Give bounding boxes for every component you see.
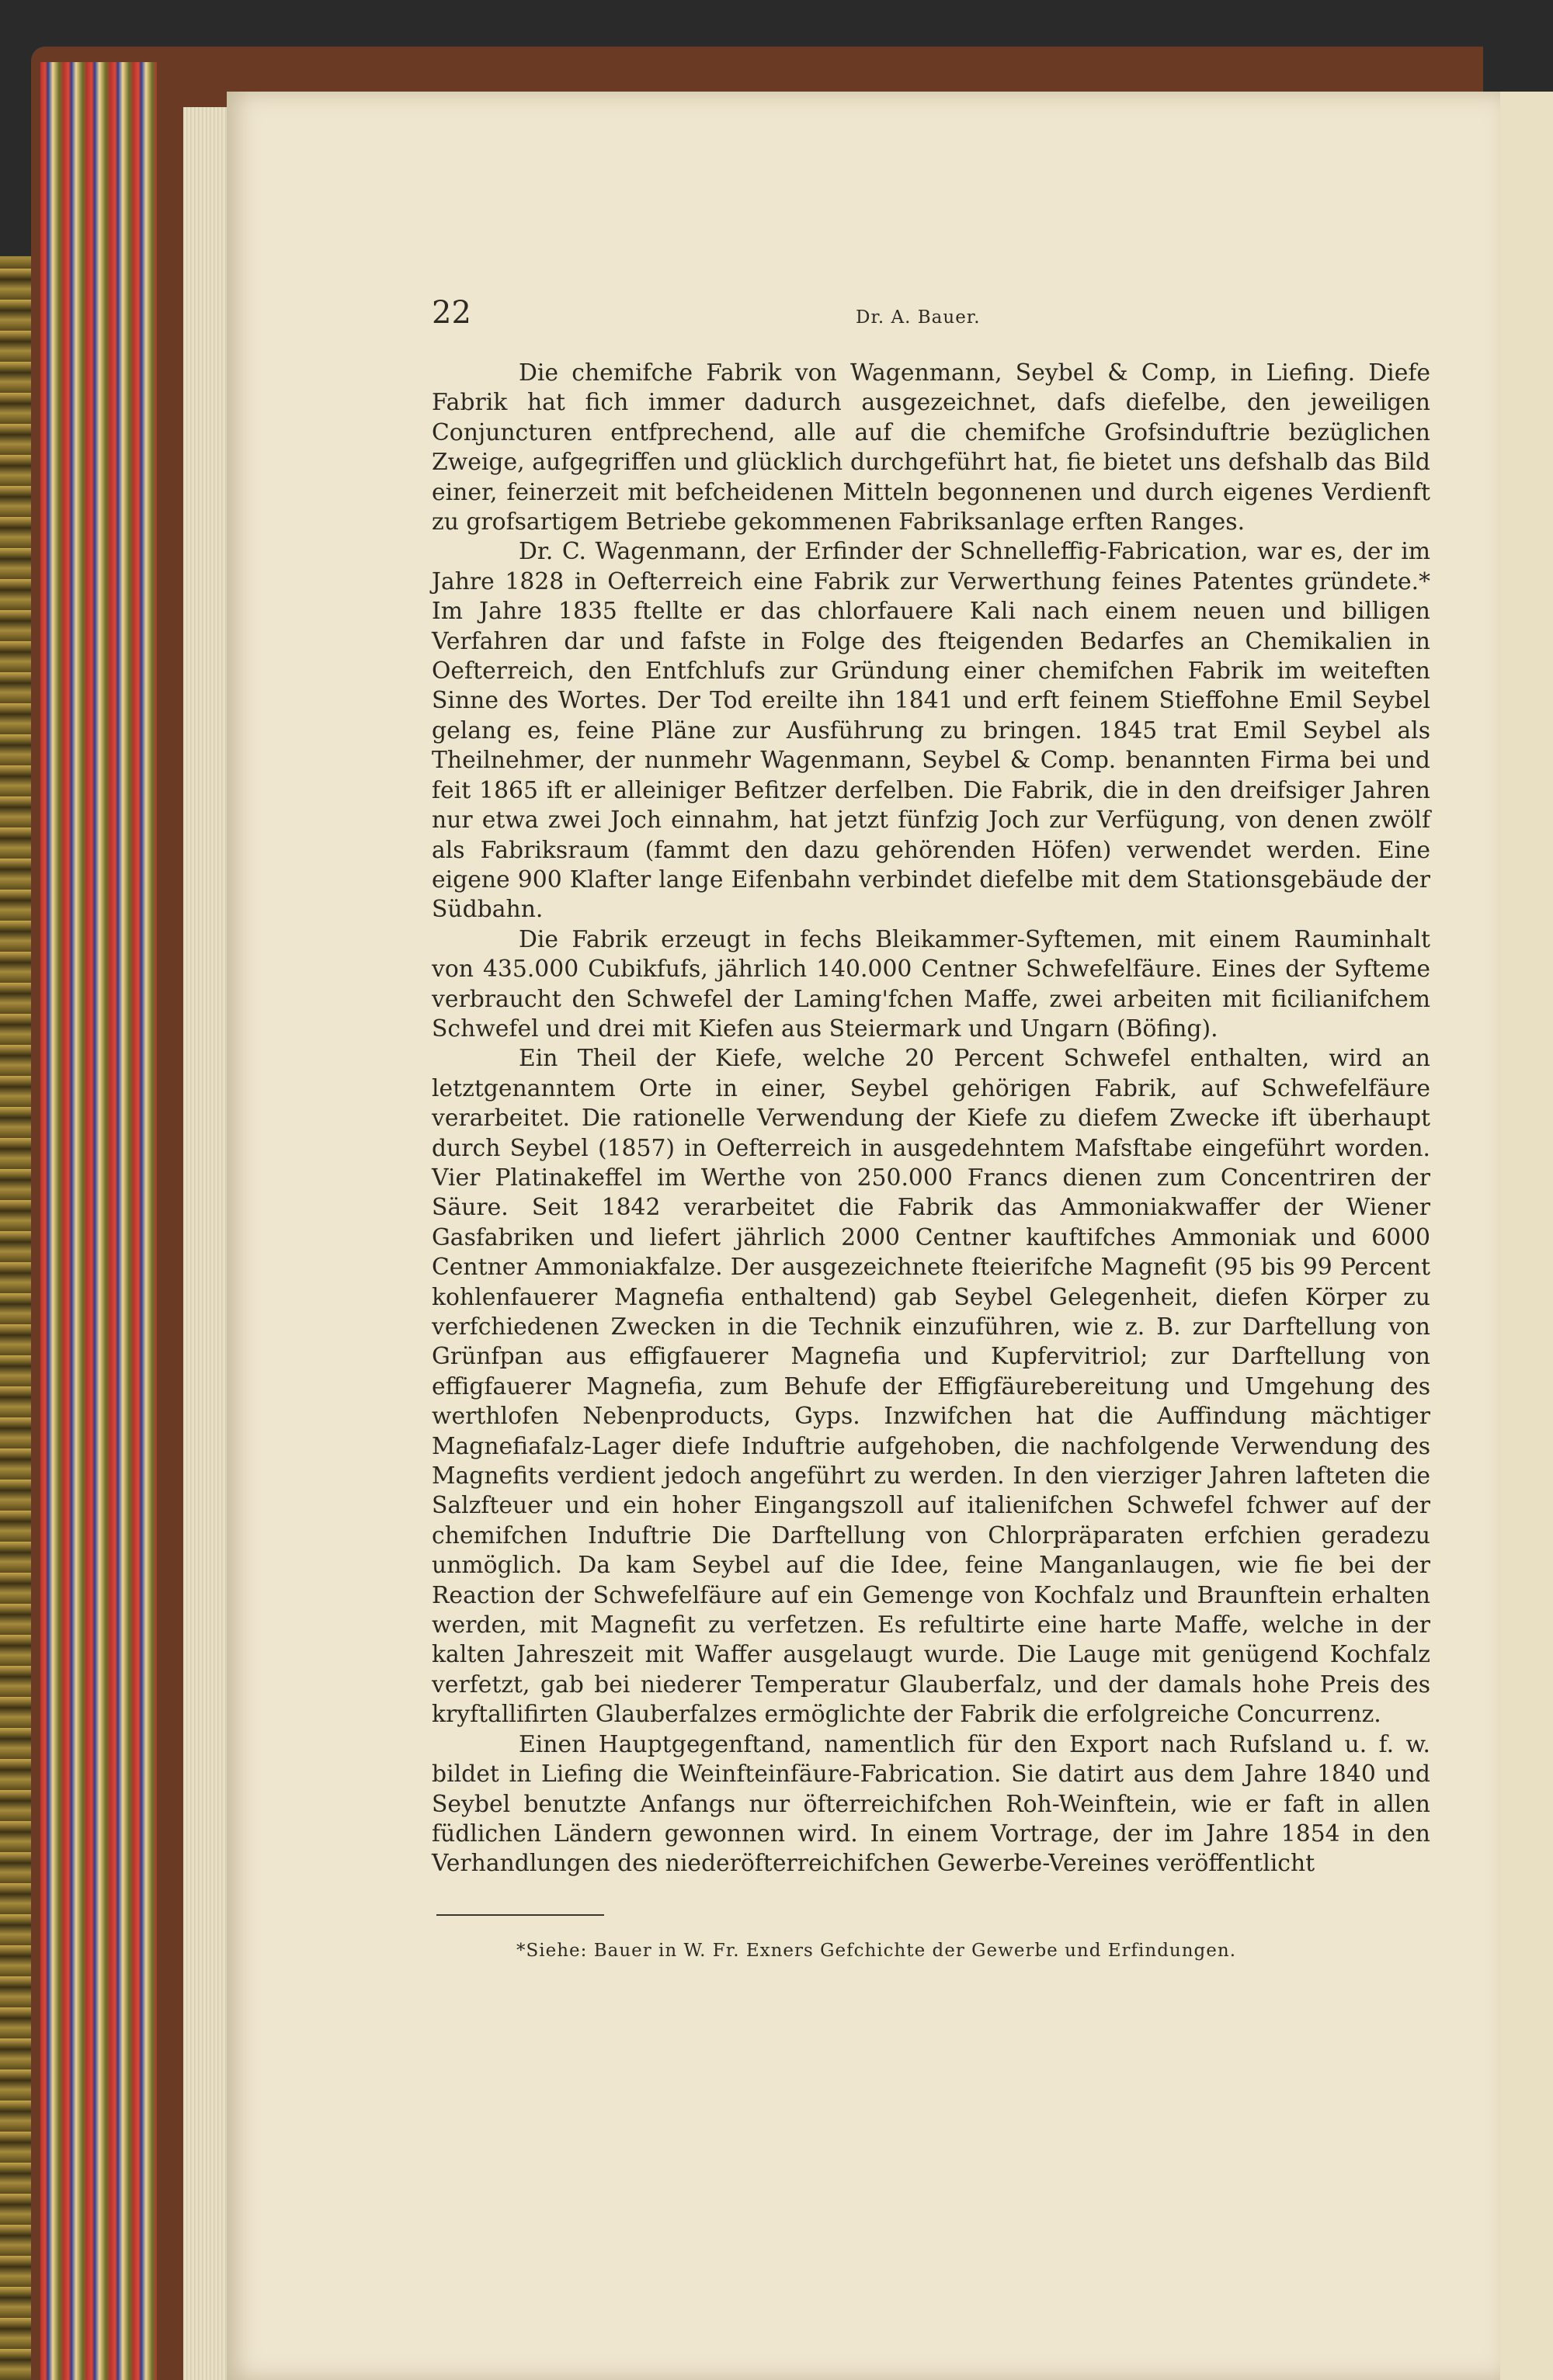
marbled-fore-edge <box>40 62 157 2380</box>
paragraph: Die chemifche Fabrik von Wagenmann, Seybel & Comp, in Liefing. Diefe Fabrik hat fich immer dadurch ausgezeichnet, dafs diefelbe, den jeweiligen Conjuncturen entfprechend, alle auf die chemifche Grofsinduftrie bezüglichen Zweige, aufgegriffen und glücklich durchgeführt hat, fie bietet uns defshalb das Bild einer, feinerzeit mit befcheidenen Mitteln begonnenen und durch eigenes Verdienft zu grofsartigem Betriebe gekommenen Fabriksanlage erften Ranges. <box>432 359 1430 536</box>
paragraph: Dr. C. Wagenmann, der Erfinder der Schnelleffig-Fabrication, war es, der im Jahre 1828 in Oefterreich eine Fabrik zur Verwerthung feines Patentes gründete.* Im Jahre 1835 ftellte er das chlorfauere Kali nach einem neuen und billigen Verfahren dar und fafste in Folge des fteigenden Bedarfes an Chemikalien in Oefterreich, den Entfchlufs zur Gründung einer chemifchen Fabrik im weiteften Sinne des Wortes. Der Tod ereilte ihn 1841 und erft feinem Stieffohne Emil Seybel gelang es, feine Pläne zur Ausführung zu bringen. 1845 trat Emil Seybel als Theilnehmer, der nunmehr Wagenmann, Seybel & Comp. benannten Firma bei und feit 1865 ift er alleiniger Befitzer derfelben. Die Fabrik, die in den dreifsiger Jahren nur etwa zwei Joch einnahm, hat jetzt fünfzig Joch zur Verfügung, von denen zwölf als Fabriksraum (fammt den dazu gehörenden Höfen) verwendet werden. Eine eigene 900 Klafter lange Eifenbahn verbindet diefelbe mit dem Stationsgebäude der Südbahn. <box>432 538 1430 924</box>
footnote: *Siehe: Bauer in W. Fr. Exners Gefchichte der Gewerbe und Erfindungen. <box>516 1941 1237 1961</box>
footnote-rule <box>436 1914 604 1916</box>
page-number: 22 <box>432 295 471 331</box>
paragraph: Einen Hauptgegenftand, namentlich für den Export nach Rufsland u. f. w. bildet in Liefing die Weinfteinfäure-Fabrication. Sie datirt aus dem Jahre 1840 und Seybel benutzte Anfangs nur öfterreichifchen Roh-Weinftein, wie er faft in allen füdlichen Ländern gewonnen wird. In einem Vortrage, der im Jahre 1854 in den Verhandlungen des niederöfterreichifchen Gewerbe-Vereines veröffentlicht <box>432 1730 1430 1878</box>
body-text <box>432 359 1430 1879</box>
running-head: Dr. A. Bauer. <box>856 307 981 328</box>
paragraph: Ein Theil der Kiefe, welche 20 Percent Schwefel enthalten, wird an letztgenanntem Orte in einer, Seybel gehörigen Fabrik, auf Schwefelfäure verarbeitet. Die rationelle Verwendung der Kiefe zu diefem Zwecke ift überhaupt durch Seybel (1857) in Oefterreich in ausgedehntem Mafsftabe eingeführt worden. Vier Platinakeffel im Werthe von 250.000 Francs dienen zum Concentriren der Säure. Seit 1842 verarbeitet die Fabrik das Ammoniakwaffer der Wiener Gasfabriken und liefert jährlich 2000 Centner kauftifches Ammoniak und 6000 Centner Ammoniakfalze. Der ausgezeichnete fteierifche Magnefit (95 bis 99 Percent kohlenfauerer Magnefia enthaltend) gab Seybel Gelegenheit, diefen Körper zu verfchiedenen Zwecken in die Technik einzuführen, wie z. B. zur Darftellung von Grünfpan aus effigfauerer Magnefia und Kupfervitriol; zur Darftellung von effigfauerer Magnefia, zum Behufe der Effigfäurebereitung und Umgehung des werthlofen Nebenproducts, Gyps. Inzwifchen hat die Auffindung mächtiger Magnefiafalz-Lager diefe Induftrie aufgehoben, die nachfolgende Verwendung des Magnefits verdient jedoch angeführt zu werden. In den vierziger Jahren lafteten die Salzfteuer und ein hoher Eingangszoll auf italienifchen Schwefel fchwer auf der chemifchen Induftrie Die Darftellung von Chlorpräparaten erfchien geradezu unmöglich. Da kam Seybel auf die Idee, feine Manganlaugen, wie fie bei der Reaction der Schwefelfäure auf ein Gemenge von Kochfalz und Braunftein erhalten werden, mit Magnefit zu verfetzen. Es refultirte eine harte Maffe, welche in der kalten Jahreszeit mit Waffer ausgelaugt wurde. Die Lauge mit genügend Kochfalz verfetzt, gab bei niederer Temperatur Glauberfalz, und der damals hohe Preis des kryftallifirten Glauberfalzes ermöglichte der Fabrik die erfolgreiche Concurrenz. <box>432 1045 1430 1729</box>
paragraph: Die Fabrik erzeugt in fechs Bleikammer-Syftemen, mit einem Rauminhalt von 435.000 Cubikfufs, jährlich 140.000 Centner Schwefelfäure. Eines der Syfteme verbraucht den Schwefel der Laming'fchen Maffe, zwei arbeiten mit ficilianifchem Schwefel und drei mit Kiefen aus Steiermark und Ungarn (Böfing). <box>432 925 1430 1043</box>
page-header <box>432 289 1441 343</box>
